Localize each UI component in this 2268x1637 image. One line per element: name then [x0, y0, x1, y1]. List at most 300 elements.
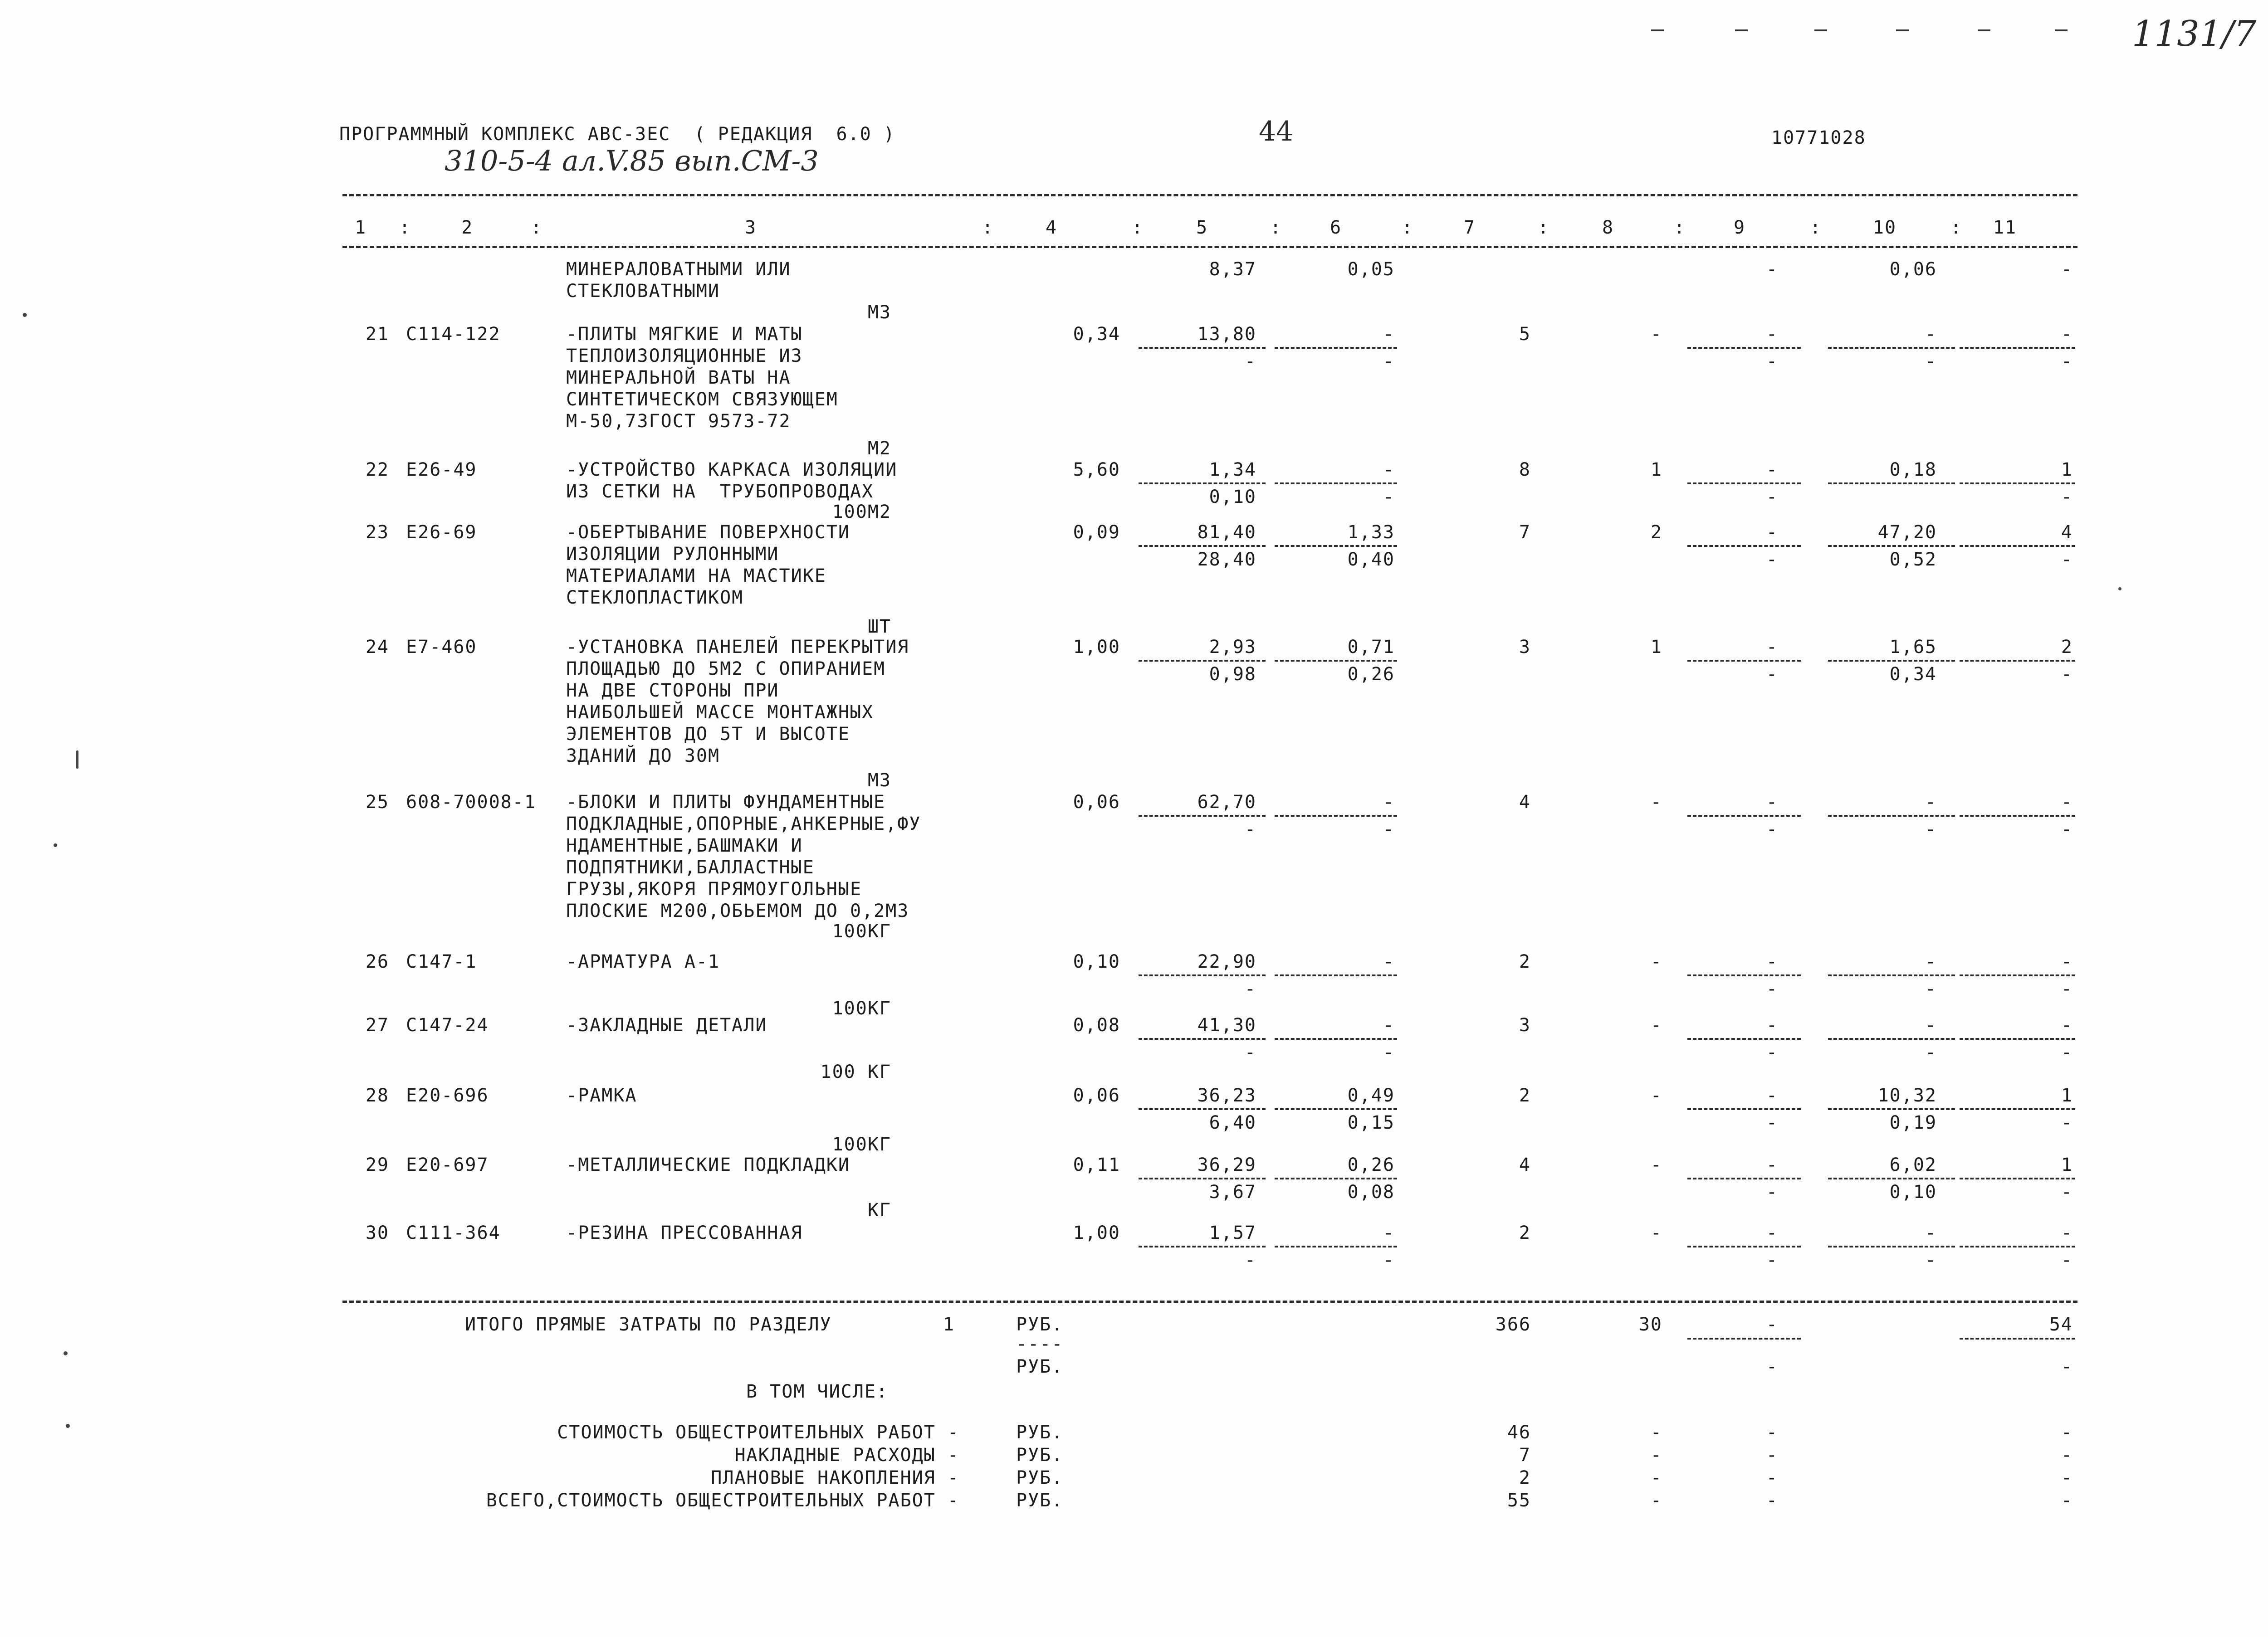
cell-col5-sub: 0,98	[1209, 664, 1256, 685]
cell-col10-sub: 0,19	[1889, 1112, 1937, 1133]
column-separator: :	[531, 217, 543, 238]
cell-col7: 4	[1519, 792, 1531, 813]
cell-col5-sub: 6,40	[1209, 1112, 1256, 1133]
cell-col9: -	[1766, 1015, 1778, 1036]
item-name-line: ГРУЗЫ,ЯКОРЯ ПРЯМОУГОЛЬНЫЕ	[566, 879, 862, 900]
subrule-col11	[1960, 1108, 2075, 1110]
document-code: 10771028	[1771, 127, 1866, 148]
cell-col4: 1,00	[1073, 637, 1120, 658]
subrule-col5	[1139, 660, 1266, 662]
item-number: 29	[365, 1155, 389, 1175]
cell-col6-sub: -	[1383, 1250, 1395, 1271]
cell-col6: -	[1383, 1015, 1395, 1036]
column-header-8: 8	[1602, 217, 1614, 238]
cell-col10-sub: -	[1925, 979, 1937, 999]
item-number: 28	[365, 1085, 389, 1106]
cell-col10: 6,02	[1889, 1155, 1937, 1175]
cell-col10: 0,18	[1889, 459, 1937, 480]
breakdown-col11: -	[2061, 1467, 2073, 1488]
column-header-6: 6	[1330, 217, 1342, 238]
item-name-line: ИЗОЛЯЦИИ РУЛОННЫМИ	[566, 544, 779, 565]
cell-col10-sub: -	[1925, 819, 1937, 840]
cell-col6-sub: -	[1383, 1042, 1395, 1063]
item-number: 25	[365, 792, 389, 813]
cell-col11: -	[2061, 951, 2073, 972]
breakdown-label: СТОИМОСТЬ ОБЩЕСТРОИТЕЛЬНЫХ РАБОТ -	[557, 1422, 959, 1443]
subrule-col11	[1960, 482, 2075, 484]
cell-col6-sub: -	[1383, 819, 1395, 840]
item-name-line: ТЕПЛОИЗОЛЯЦИОННЫЕ ИЗ	[566, 346, 803, 366]
cell-col9: -	[1766, 792, 1778, 813]
subrule-col9	[1687, 1038, 1801, 1040]
item-code: С114-122	[406, 324, 501, 345]
cell-col8: -	[1650, 1223, 1662, 1243]
item-name-line: МИНЕРАЛОВАТНЫМИ ИЛИ	[566, 259, 791, 280]
subrule-col11	[1960, 545, 2075, 547]
cell-col5: 62,70	[1197, 792, 1256, 813]
subrule-col9	[1687, 1246, 1801, 1247]
cell-col5: 22,90	[1197, 951, 1256, 972]
cell-col6-sub: 0,40	[1347, 549, 1395, 570]
totals-rule	[342, 1301, 2077, 1303]
column-header-10: 10	[1872, 217, 1897, 238]
cell-col9: -	[1766, 324, 1778, 345]
item-code: 608-70008-1	[406, 792, 536, 813]
cell-col9-sub: -	[1766, 819, 1778, 840]
item-name-line: НАИБОЛЬШЕЙ МАССЕ МОНТАЖНЫХ	[566, 702, 874, 723]
item-unit: 100 КГ	[820, 1062, 891, 1082]
subrule-col11	[1960, 660, 2075, 662]
cell-col10: -	[1925, 1223, 1937, 1243]
cell-col10-sub: 0,52	[1889, 549, 1937, 570]
subrule-col5	[1139, 815, 1266, 817]
item-name-line: СТЕКЛОПЛАСТИКОМ	[566, 587, 744, 608]
item-name-line: НДАМЕНТНЫЕ,БАШМАКИ И	[566, 835, 803, 856]
cell-col11: -	[2061, 259, 2073, 280]
subrule-col6	[1275, 815, 1397, 817]
cell-col11-sub: -	[2061, 1112, 2073, 1133]
item-code: Е20-696	[406, 1085, 489, 1106]
item-name-line: -ПЛИТЫ МЯГКИЕ И МАТЫ	[566, 324, 803, 345]
item-name-line: -УСТРОЙСТВО КАРКАСА ИЗОЛЯЦИИ	[566, 459, 898, 480]
cell-col6: 0,71	[1347, 637, 1395, 658]
cell-col9: -	[1766, 1155, 1778, 1175]
totals-col11-sub: -	[2061, 1356, 2073, 1377]
cell-col6-sub: -	[1383, 351, 1395, 372]
item-name-line: М-50,73ГОСТ 9573-72	[566, 411, 791, 432]
cell-col11: 1	[2061, 1085, 2073, 1106]
subrule-col10	[1828, 1108, 1955, 1110]
column-header-11: 11	[1993, 217, 2017, 238]
column-separator: :	[1270, 217, 1282, 238]
column-header-2: 2	[461, 217, 474, 238]
breakdown-currency: РУБ.	[1016, 1445, 1064, 1466]
cell-col10-sub: -	[1925, 1250, 1937, 1271]
subrule-col9	[1687, 974, 1801, 976]
cell-col5: 8,37	[1209, 259, 1256, 280]
cell-col5-sub: 3,67	[1209, 1182, 1256, 1203]
cell-col5: 36,23	[1197, 1085, 1256, 1106]
subrule-col9	[1687, 1108, 1801, 1110]
cell-col10: -	[1925, 1015, 1937, 1036]
cell-col7: 4	[1519, 1155, 1531, 1175]
item-name-line: -РЕЗИНА ПРЕССОВАННАЯ	[566, 1223, 803, 1243]
cell-col10-sub: -	[1925, 1042, 1937, 1063]
cell-col11-sub: -	[2061, 1182, 2073, 1203]
cell-col4: 0,11	[1073, 1155, 1120, 1175]
item-name-line: ЗДАНИЙ ДО 30М	[566, 745, 720, 766]
cell-col10: 47,20	[1877, 522, 1937, 543]
totals-label: ИТОГО ПРЯМЫЕ ЗАТРАТЫ ПО РАЗДЕЛУ	[465, 1314, 832, 1335]
subrule-col10	[1828, 974, 1955, 976]
including-heading: В ТОМ ЧИСЛЕ:	[746, 1381, 888, 1402]
item-unit: М3	[867, 302, 891, 323]
cell-col4: 0,08	[1073, 1015, 1120, 1036]
breakdown-col8: -	[1650, 1422, 1662, 1443]
cell-col9-sub: -	[1766, 487, 1778, 507]
breakdown-label: ПЛАНОВЫЕ НАКОПЛЕНИЯ -	[711, 1467, 959, 1488]
subrule-col10	[1828, 1038, 1955, 1040]
cell-col7: 2	[1519, 1223, 1531, 1243]
item-number: 26	[365, 951, 389, 972]
item-unit: ШТ	[867, 616, 891, 637]
handwritten-reference: 310-5-4 ал.V.85 вып.СМ-3	[445, 144, 819, 177]
item-name-line: ПЛОЩАДЬЮ ДО 5М2 С ОПИРАНИЕМ	[566, 658, 886, 679]
margin-dash	[2055, 29, 2068, 31]
item-name-line: -МЕТАЛЛИЧЕСКИЕ ПОДКЛАДКИ	[566, 1155, 850, 1175]
item-unit: М3	[867, 770, 891, 791]
cell-col10: -	[1925, 792, 1937, 813]
cell-col10-sub: -	[1925, 351, 1937, 372]
cell-col6: 0,49	[1347, 1085, 1395, 1106]
totals-currency: РУБ.	[1016, 1314, 1064, 1335]
scan-speck	[2118, 587, 2121, 590]
subrule-col5	[1139, 1108, 1266, 1110]
cell-col5-sub: 28,40	[1197, 549, 1256, 570]
cell-col9-sub: -	[1766, 1250, 1778, 1271]
cell-col6: 0,26	[1347, 1155, 1395, 1175]
cell-col8: 1	[1650, 637, 1662, 658]
subrule-col9	[1687, 1178, 1801, 1179]
cell-col8: -	[1650, 1085, 1662, 1106]
item-name-line: ПЛОСКИЕ М200,ОБЬЕМОМ ДО 0,2М3	[566, 901, 909, 921]
cell-col9-sub: -	[1766, 1042, 1778, 1063]
subrule-col9	[1687, 347, 1801, 349]
margin-dash	[1735, 29, 1748, 31]
item-name-line: МАТЕРИАЛАМИ НА МАСТИКЕ	[566, 565, 826, 586]
cell-col6: -	[1383, 459, 1395, 480]
breakdown-col8: -	[1650, 1445, 1662, 1466]
subrule-col6	[1275, 1178, 1397, 1179]
breakdown-col8: -	[1650, 1467, 1662, 1488]
cell-col5: 36,29	[1197, 1155, 1256, 1175]
breakdown-currency: РУБ.	[1016, 1490, 1064, 1511]
cell-col5-sub: -	[1244, 1042, 1256, 1063]
cell-col11: 2	[2061, 637, 2073, 658]
cell-col4: 0,10	[1073, 951, 1120, 972]
column-separator: :	[1674, 217, 1686, 238]
cell-col4: 0,09	[1073, 522, 1120, 543]
cell-col7: 3	[1519, 1015, 1531, 1036]
cell-col10: 1,65	[1889, 637, 1937, 658]
scan-speck	[66, 1424, 70, 1428]
item-code: С111-364	[406, 1223, 501, 1243]
cell-col9-sub: -	[1766, 664, 1778, 685]
subrule-col11	[1960, 815, 2075, 817]
cell-col7: 2	[1519, 951, 1531, 972]
subrule-col11	[1960, 1038, 2075, 1040]
item-unit: 100М2	[832, 502, 891, 522]
subrule-col10	[1828, 660, 1955, 662]
cell-col5: 41,30	[1197, 1015, 1256, 1036]
subrule-col11	[1960, 974, 2075, 976]
cell-col4: 0,06	[1073, 792, 1120, 813]
breakdown-col11: -	[2061, 1445, 2073, 1466]
subrule-col11	[1960, 1178, 2075, 1179]
cell-col8: -	[1650, 951, 1662, 972]
subrule-col6	[1275, 545, 1397, 547]
breakdown-col7: 7	[1519, 1445, 1531, 1466]
cell-col6-sub: 0,08	[1347, 1182, 1395, 1203]
subrule-col5	[1139, 1038, 1266, 1040]
item-unit: М2	[867, 438, 891, 459]
cell-col6: 1,33	[1347, 522, 1395, 543]
cell-col8: 2	[1650, 522, 1662, 543]
cell-col6: -	[1383, 951, 1395, 972]
item-number: 27	[365, 1015, 389, 1036]
cell-col11: 4	[2061, 522, 2073, 543]
subrule-col6	[1275, 974, 1397, 976]
header-rule-bottom	[342, 246, 2077, 248]
subrule-col10	[1828, 1246, 1955, 1247]
item-name-line: ИЗ СЕТКИ НА ТРУБОПРОВОДАХ	[566, 481, 874, 502]
item-name-line: ЭЛЕМЕНТОВ ДО 5Т И ВЫСОТЕ	[566, 724, 850, 745]
cell-col11-sub: -	[2061, 1042, 2073, 1063]
margin-dash	[1978, 29, 1990, 31]
item-name-line: -АРМАТУРА А-1	[566, 951, 720, 972]
scan-speck	[64, 1351, 68, 1355]
breakdown-col9: -	[1766, 1445, 1778, 1466]
subrule-col10	[1828, 1178, 1955, 1179]
cell-col6-sub: 0,26	[1347, 664, 1395, 685]
cell-col4: 0,06	[1073, 1085, 1120, 1106]
column-separator: :	[1402, 217, 1414, 238]
subrule-col9	[1687, 482, 1801, 484]
cell-col7: 8	[1519, 459, 1531, 480]
subrule-col10	[1828, 347, 1955, 349]
item-code: Е26-49	[406, 459, 477, 480]
column-separator: :	[399, 217, 411, 238]
totals-currency-sub: РУБ.	[1016, 1356, 1064, 1377]
item-name-line: -ОБЕРТЫВАНИЕ ПОВЕРХНОСТИ	[566, 522, 850, 543]
cell-col9: -	[1766, 259, 1778, 280]
totals-col9-sub: -	[1766, 1356, 1778, 1377]
cell-col6: 0,05	[1347, 259, 1395, 280]
breakdown-col11: -	[2061, 1490, 2073, 1511]
cell-col9-sub: -	[1766, 351, 1778, 372]
breakdown-currency: РУБ.	[1016, 1467, 1064, 1488]
subrule-col10	[1828, 482, 1955, 484]
subrule-col10	[1828, 815, 1955, 817]
subrule-col6	[1275, 482, 1397, 484]
cell-col6: -	[1383, 324, 1395, 345]
subrule-col5	[1139, 482, 1266, 484]
subrule-col6	[1275, 347, 1397, 349]
subrule-col9	[1687, 660, 1801, 662]
cell-col4: 1,00	[1073, 1223, 1120, 1243]
corner-archive-mark: 1131/7	[2132, 14, 2257, 54]
item-unit: 100КГ	[832, 921, 891, 942]
subrule-col9	[1687, 545, 1801, 547]
cell-col8: -	[1650, 1015, 1662, 1036]
item-name-line: -ЗАКЛАДНЫЕ ДЕТАЛИ	[566, 1015, 767, 1036]
cell-col9: -	[1766, 459, 1778, 480]
breakdown-label: ВСЕГО,СТОИМОСТЬ ОБЩЕСТРОИТЕЛЬНЫХ РАБОТ -	[486, 1490, 959, 1511]
subrule-col10	[1828, 545, 1955, 547]
item-name-line: НА ДВЕ СТОРОНЫ ПРИ	[566, 680, 779, 701]
scan-speck	[76, 750, 78, 769]
cell-col9: -	[1766, 637, 1778, 658]
item-unit: 100КГ	[832, 1134, 891, 1155]
subrule-col5	[1139, 347, 1266, 349]
header-rule-top	[342, 194, 2077, 196]
cell-col5: 13,80	[1197, 324, 1256, 345]
item-unit: КГ	[867, 1200, 891, 1221]
cell-col6-sub: -	[1383, 487, 1395, 507]
cell-col11-sub: -	[2061, 819, 2073, 840]
item-name-line: -БЛОКИ И ПЛИТЫ ФУНДАМЕНТНЫЕ	[566, 792, 886, 813]
cell-col7: 5	[1519, 324, 1531, 345]
cell-col10-sub: 0,10	[1889, 1182, 1937, 1203]
cell-col5: 2,93	[1209, 637, 1256, 658]
cell-col9-sub: -	[1766, 979, 1778, 999]
cell-col9-sub: -	[1766, 1182, 1778, 1203]
cell-col5-sub: -	[1244, 1250, 1256, 1271]
item-code: С147-24	[406, 1015, 489, 1036]
cell-col9-sub: -	[1766, 1112, 1778, 1133]
item-number: 30	[365, 1223, 389, 1243]
subrule-col11	[1960, 1246, 2075, 1247]
totals-section: 1	[943, 1314, 955, 1335]
totals-subrule-col11	[1960, 1338, 2075, 1340]
totals-col8: 30	[1638, 1314, 1662, 1335]
column-separator: :	[982, 217, 994, 238]
cell-col11-sub: -	[2061, 979, 2073, 999]
item-code: Е20-697	[406, 1155, 489, 1175]
item-number: 22	[365, 459, 389, 480]
breakdown-label: НАКЛАДНЫЕ РАСХОДЫ -	[734, 1445, 959, 1466]
cell-col5-sub: -	[1244, 979, 1256, 999]
subrule-col9	[1687, 815, 1801, 817]
cell-col8: 1	[1650, 459, 1662, 480]
totals-col9: -	[1766, 1314, 1778, 1335]
cell-col11-sub: -	[2061, 549, 2073, 570]
cell-col5: 81,40	[1197, 522, 1256, 543]
cell-col11: 1	[2061, 459, 2073, 480]
cell-col6: -	[1383, 792, 1395, 813]
page-number: 44	[1259, 116, 1294, 147]
column-header-7: 7	[1463, 217, 1476, 238]
subrule-col6	[1275, 1108, 1397, 1110]
item-name-line: ПОДКЛАДНЫЕ,ОПОРНЫЕ,АНКЕРНЫЕ,ФУ	[566, 814, 921, 834]
totals-col11: 54	[2049, 1314, 2073, 1335]
subrule-col5	[1139, 974, 1266, 976]
program-header: ПРОГРАММНЫЙ КОМПЛЕКС АВС-3ЕС ( РЕДАКЦИЯ 6.0 )	[339, 124, 895, 145]
cell-col11-sub: -	[2061, 487, 2073, 507]
cell-col11: -	[2061, 1015, 2073, 1036]
item-name-line: СИНТЕТИЧЕСКОМ СВЯЗУЮЩЕМ	[566, 389, 838, 410]
item-name-line: СТЕКЛОВАТНЫМИ	[566, 281, 720, 302]
cell-col11: -	[2061, 324, 2073, 345]
cell-col6-sub: 0,15	[1347, 1112, 1395, 1133]
totals-dash-mark: ----	[1016, 1334, 1064, 1354]
column-separator: :	[1950, 217, 1963, 238]
cell-col11-sub: -	[2061, 664, 2073, 685]
cell-col11: 1	[2061, 1155, 2073, 1175]
cell-col11: -	[2061, 792, 2073, 813]
cell-col10: -	[1925, 951, 1937, 972]
cell-col9: -	[1766, 951, 1778, 972]
cell-col11-sub: -	[2061, 1250, 2073, 1271]
subrule-col11	[1960, 347, 2075, 349]
cell-col7: 2	[1519, 1085, 1531, 1106]
column-separator: :	[1132, 217, 1144, 238]
subrule-col5	[1139, 1178, 1266, 1179]
cell-col11: -	[2061, 1223, 2073, 1243]
cell-col5-sub: -	[1244, 351, 1256, 372]
breakdown-col7: 46	[1507, 1422, 1531, 1443]
cell-col8: -	[1650, 1155, 1662, 1175]
subrule-col5	[1139, 1246, 1266, 1247]
margin-dash	[1814, 29, 1827, 31]
cell-col10: 10,32	[1877, 1085, 1937, 1106]
breakdown-col8: -	[1650, 1490, 1662, 1511]
cell-col10: 0,06	[1889, 259, 1937, 280]
item-unit: 100КГ	[832, 998, 891, 1019]
subrule-col6	[1275, 1246, 1397, 1247]
column-header-3: 3	[744, 217, 757, 238]
cell-col5-sub: 0,10	[1209, 487, 1256, 507]
column-separator: :	[1538, 217, 1550, 238]
column-header-1: 1	[354, 217, 367, 238]
breakdown-col9: -	[1766, 1467, 1778, 1488]
cell-col5: 1,57	[1209, 1223, 1256, 1243]
totals-subrule-col9	[1687, 1338, 1801, 1340]
cell-col8: -	[1650, 792, 1662, 813]
cell-col9-sub: -	[1766, 549, 1778, 570]
item-name-line: ПОДПЯТНИКИ,БАЛЛАСТНЫЕ	[566, 857, 815, 878]
cell-col9: -	[1766, 1085, 1778, 1106]
item-name-line: -РАМКА	[566, 1085, 637, 1106]
column-separator: :	[1810, 217, 1822, 238]
breakdown-col9: -	[1766, 1422, 1778, 1443]
subrule-col6	[1275, 1038, 1397, 1040]
column-header-4: 4	[1045, 217, 1058, 238]
item-number: 24	[365, 637, 389, 658]
cell-col6: -	[1383, 1223, 1395, 1243]
scan-speck	[54, 843, 57, 847]
cell-col8: -	[1650, 324, 1662, 345]
cell-col7: 3	[1519, 637, 1531, 658]
item-name-line: МИНЕРАЛЬНОЙ ВАТЫ НА	[566, 367, 791, 388]
item-number: 23	[365, 522, 389, 543]
breakdown-col11: -	[2061, 1422, 2073, 1443]
margin-dash	[1896, 29, 1909, 31]
item-code: С147-1	[406, 951, 477, 972]
cell-col5: 1,34	[1209, 459, 1256, 480]
cell-col10: -	[1925, 324, 1937, 345]
cell-col9: -	[1766, 522, 1778, 543]
